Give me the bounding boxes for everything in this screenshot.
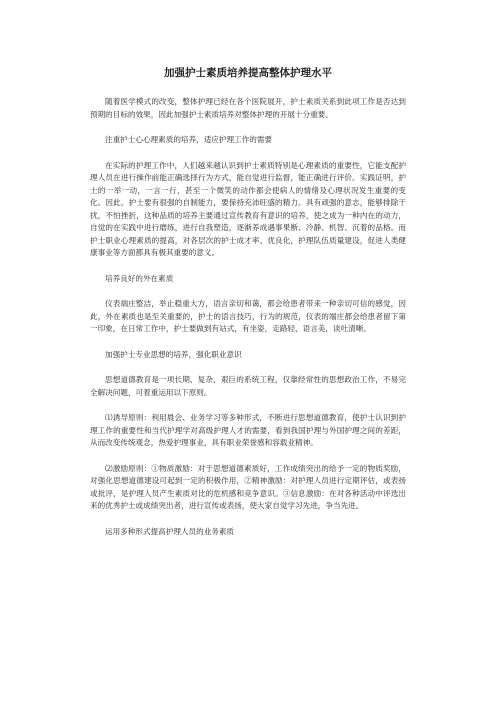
section-heading-business: 运用多种形式提高护理人员的业务素质 — [105, 526, 235, 536]
appearance-paragraph: 仪表端庄整洁，举止稳重大方，语言亲切和蔼，都会给患者带来一种亲切可信的感觉，因此，外在素质也是至关重要的，护士的语言技巧，行为的规范，仪表的端庄都会给患者留下第一印象，在日常工作中，护士要做到有站式，有坐姿，走路轻，语言美，谈吐清晰。 — [90, 299, 406, 333]
section-heading-appearance: 培养良好的外在素质 — [105, 273, 174, 283]
document-body — [90, 96, 406, 538]
section-heading-psychology: 注重护士心心理素质的培养，适应护理工作的需要 — [105, 135, 273, 144]
professional-paragraph: 思想道德教育是一项长期、复杂，艰巨的系统工程，仅靠经常性的思想政治工作，不易完全解决问题，可着重运用以下原则。 — [90, 375, 406, 397]
incentive-principle-paragraph: ⑵激励原则：①物质激励：对于思想道德素质好，工作成绩突出的给予一定的物质奖励，对强化思想道德建设可起到一定的积极作用，②精神激励：对护理人员进行定期评估，或表扬或批评，是护理人员产生素质对比的危机感和竞争意识。③信息激励：在对各种活动中评选出来的优秀护士或成绩突出者，进行宣传或表扬，使大家自觉学习先进，争当先进。 — [90, 463, 406, 510]
intro-paragraph: 随着医学模式的改变，整体护理已经在各个医院展开，护士素质关系到此项工作是否达到预期的目标的效果，因此加强护士素质培养对整体护理的开展十分重要。 — [90, 97, 406, 119]
section-heading-professional: 加强护士专业思想的培养，强化职业意识 — [105, 349, 242, 359]
guidance-principle-paragraph: ⑴诱导原则：利用晨会、业务学习等多种形式，不断进行思想道德教育，使护士认识到护理工作的重要性和当代护理学对高级护理人才的需要，看到我国护理与外国护理之间的差距，从而改变传统观念，热爱护理事业，具有职业荣誉感和容载业精神。 — [90, 413, 406, 447]
document-title: 加强护士素质培养提高整体护理水平 — [164, 67, 332, 79]
psychology-paragraph: 在实际的护理工作中，人们越来越认识到护士素质特别是心理素质的重要性，它能支配护理人员在进行操作前能正确选择行为方式，能自觉进行监督，能正确进行评价。实践证明，护士的一举一动，一言一行，甚至一个微笑的动作都会使病人的情绪及心理状况发生重要的变化。因此，护士要有很强的自制能力，要保持充沛旺盛的精力。具有顽强的意志，能够排除干扰，不怕挫折，这种品质的培养主要通过宣传教育有意识的培养，使之成为一种内在的动力，自觉的在实践中进行磨练，进行自我塑造，逐渐养成遇事果断、冷静、机智、沉着的品格。而护士职业心理素质的提高，对各层次的护士成才率、优良化，护理队伍质量建设，促进人类健康事业等方面都具有极其重要的意义。 — [90, 160, 406, 257]
